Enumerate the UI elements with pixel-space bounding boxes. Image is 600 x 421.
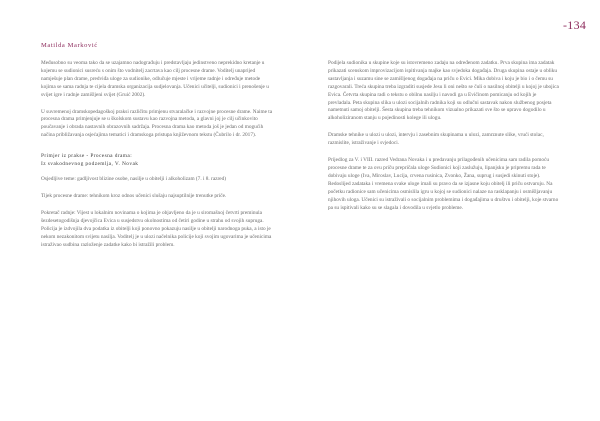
section-heading bbox=[41, 152, 273, 168]
section-heading-line: Iz svakodnevnog podzemlja, V. Novak bbox=[41, 161, 139, 168]
left-column bbox=[41, 60, 273, 259]
body-paragraph: Prijedlog za V. i VIII. razred Vedrana Novaka i u predavanju prilagođenih učenicima sam radila pomoću procesne drame te za ovu priču prepričala uloge Sudionici koji zaslužuju, lipanjsku je pripremu rada te dobivaju uloge (Iva, Miroslav, Lucija, crvena rusinica, Zvonko, Žana, suprug i susjedi skinuti stoje). Redoslijed zadataka i vremena svake uloge imali su pravo da se izjasne koju obitelj ili priču ostvaruju. Na početku radionice sam učenicima osmislila igru u kojoj se sudionici nalaze na rasklapanju i osmišljavanju njihovih uloga. Učenici su istraživali o socijalnim problemima i događajima u društvu i obitelji, koje stvarno pa su ispitivali kako su se slagala i dovodila u svjetlo probleme. bbox=[328, 157, 559, 211]
author-name: Matilda Marković bbox=[41, 42, 98, 49]
body-paragraph: U suvremenoj dramskopedagoškoj praksi različitu primjenu stvaralačke i razvojne procesne drame. Naime ta procesna drama primjenjuje se u školskom sustavu kao razvojna metoda, a glavni joj je cilj učinkovito poučavanje i obrada nastavnih obrazovnih sadržaja. Procesna drama kao metoda još je jedan od mogućih načina približavanja osjećajima tematici i dramskoga pristupa književnom tekstu (Čubrilo i dr. 2017). bbox=[41, 108, 273, 139]
body-paragraph: Osjedljive teme: gadljivost blizine osobe, nasilje u obitelji i alkoholizam (7. i 8. razred) bbox=[41, 176, 227, 183]
page-number: -134 bbox=[563, 18, 587, 32]
body-paragraph: Podijela sudionika u skupine koje su istovremeno zadaju na određenom zadatku. Prva skupina ima zadatak prikazati scenskom improvizacijom ispitivanja majke kao svjedoka događaja. Druga skupina ostaje u obliku sastavljanja i suzamu sine se zamišljenog događaja na priču o Evici. Mika dobiva i koju je bio i o čemu su razgovarali. Treća skupina treba izgraditi susjede Jesu li oni nešto se čuli o nasilnoj obitelji u kojoj je ubojica Evica. Četvrta skupina radi o tekstu o obilnu nasilju i navodi ga u Evičinom pomicanju od kojih je prevladala. Peta skupina slika u ulozi socijalnih radnika koji su odlučni sastavak nakon službenog posjeta nametnuti samoj obitelji. Šesta skupina treba tehnikom vizualno prikazati sve što se upravo dogodilo u alkoholiziranom stanju u pojedinosti kolege ili ulogu. bbox=[328, 60, 559, 122]
body-paragraph: Dramske tehnike u ulozi u ulozi, intervju i zasebnim skupinama u ulozi, zamrznute slike, vrući stolac, razmislite, istraživanje i svjedoci. bbox=[328, 132, 544, 147]
body-paragraph: Pokretač radnje: Vijest u lokalnim novinama o kojima je objavljeno da je u siromašnoj četvrti preminula šezdesetogodišnja djevojčica Evica u susjedstvu okolnostima od četiri godine u strahu od svojih supruga. Policija je izdvojila dva podatka iz obitelji koji ponovno pokazuju nasilje u obitelji narodnoga puka, a isto je nekom nezakonitom svijetu nasilja. Voditelj je u ulozi načelnika policije koji svojim ugovarima je učenicima istraživao sudbina razloženje zadatke kako bi istražili problem. bbox=[41, 209, 272, 248]
section-heading-line: Primjer iz prakse - Procesna drama: bbox=[41, 153, 133, 160]
right-column bbox=[328, 60, 560, 221]
body-paragraph: Tijek procesne drame: tehnikom kroz odnos učenici slušaju najsuptilnije trenutke priče. bbox=[41, 193, 227, 200]
body-paragraph: Međusobno su veoma tako da se uzajamno nadograđuju i predstavljaju jedinstveno neprekidno kretanje u kojemu se sudionici susreću s onim što vodnitelj zacrtava kao cilj procesne drame. Voditelj unaprijed namješuje plan drame, predviđa uloge za sudionike, odlučuje mjeste i vrijeme radnje i određuje metode kojima se sama radnja te cijela dramska organizacija sudjelovanja. Učenici učitelji, sudionici i prenošenje u svijet igre i radnje zamišljeni svijet (Gruić 2002). bbox=[41, 60, 269, 98]
